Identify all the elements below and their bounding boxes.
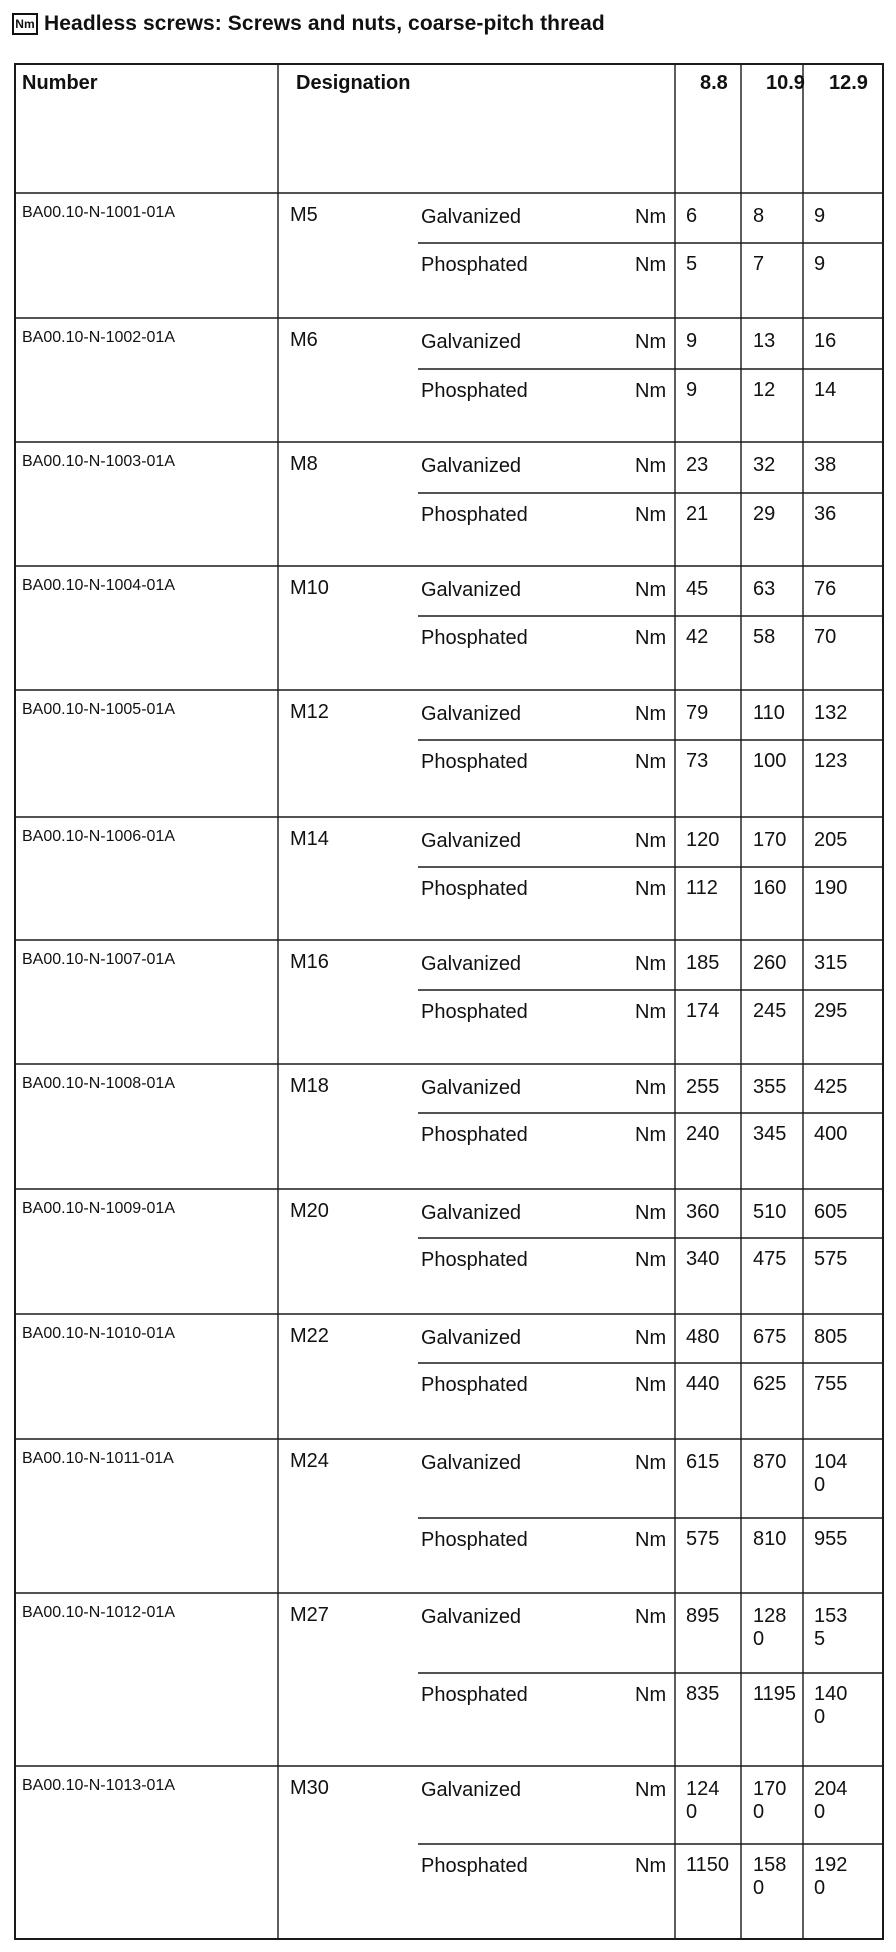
torque-value: 8 [753,205,765,227]
unit-label: Nm [635,1606,667,1628]
thread-size: M27 [290,1604,329,1626]
unit-label: Nm [635,1249,667,1271]
finish-galvanized: Galvanized [421,1606,522,1628]
torque-value: 400 [814,1123,848,1145]
torque-value: 955 [814,1528,848,1550]
unit-label: Nm [635,1452,667,1474]
torque-value: 605 [814,1201,848,1223]
unit-label: Nm [635,1529,667,1551]
column-header-grade-10-9: 10.9 [766,72,805,94]
torque-value: 805 [814,1326,848,1348]
finish-galvanized: Galvanized [421,953,522,975]
torque-value: 240 [686,1123,720,1145]
torque-value: 615 [686,1451,720,1473]
unit-label: Nm [635,254,667,276]
finish-phosphated: Phosphated [421,1001,528,1023]
torque-value: 1400 [814,1683,848,1728]
finish-phosphated: Phosphated [421,1374,528,1396]
part-number: BA00.10-N-1010-01A [22,1325,175,1342]
thread-size: M24 [290,1450,329,1472]
finish-phosphated: Phosphated [421,1124,528,1146]
torque-value: 1040 [814,1451,848,1496]
unit-label: Nm [635,878,667,900]
finish-phosphated: Phosphated [421,380,528,402]
torque-value: 1195 [753,1683,797,1705]
unit-label: Nm [635,504,667,526]
thread-size: M18 [290,1075,329,1097]
nm-torque-icon: Nm [12,13,38,35]
unit-label: Nm [635,380,667,402]
finish-galvanized: Galvanized [421,1779,522,1801]
torque-value: 21 [686,503,709,525]
torque-value: 76 [814,578,837,600]
part-number: BA00.10-N-1004-01A [22,577,175,594]
torque-value: 575 [814,1248,848,1270]
torque-value: 255 [686,1076,720,1098]
unit-label: Nm [635,206,667,228]
torque-value: 2040 [814,1778,848,1823]
finish-galvanized: Galvanized [421,331,522,353]
torque-value: 58 [753,626,776,648]
thread-size: M8 [290,453,318,475]
torque-value: 480 [686,1326,720,1348]
finish-phosphated: Phosphated [421,751,528,773]
torque-value: 9 [814,205,826,227]
torque-value: 9 [686,379,698,401]
torque-value: 345 [753,1123,787,1145]
torque-value: 245 [753,1000,787,1022]
torque-value: 475 [753,1248,787,1270]
unit-label: Nm [635,1327,667,1349]
torque-value: 170 [753,829,787,851]
unit-label: Nm [635,627,667,649]
torque-value: 73 [686,750,709,772]
torque-value: 810 [753,1528,787,1550]
torque-value: 1150 [686,1854,730,1876]
torque-value: 174 [686,1000,720,1022]
torque-value: 70 [814,626,837,648]
part-number: BA00.10-N-1001-01A [22,204,175,221]
torque-value: 510 [753,1201,787,1223]
torque-value: 36 [814,503,837,525]
unit-label: Nm [635,1684,667,1706]
finish-galvanized: Galvanized [421,579,522,601]
torque-value: 120 [686,829,720,851]
torque-value: 63 [753,578,776,600]
torque-value: 29 [753,503,776,525]
part-number: BA00.10-N-1008-01A [22,1075,175,1092]
part-number: BA00.10-N-1013-01A [22,1777,175,1794]
part-number: BA00.10-N-1011-01A [22,1450,174,1467]
torque-value: 14 [814,379,837,401]
torque-value: 6 [686,205,698,227]
unit-label: Nm [635,331,667,353]
torque-value: 160 [753,877,787,899]
unit-label: Nm [635,1374,667,1396]
torque-value: 835 [686,1683,720,1705]
thread-size: M30 [290,1777,329,1799]
torque-value: 32 [753,454,776,476]
torque-value: 9 [686,330,698,352]
thread-size: M22 [290,1325,329,1347]
finish-galvanized: Galvanized [421,703,522,725]
torque-value: 7 [753,253,765,275]
unit-label: Nm [635,1077,667,1099]
finish-galvanized: Galvanized [421,206,522,228]
torque-value: 79 [686,702,709,724]
torque-value: 1535 [814,1605,848,1650]
column-header-grade-8-8: 8.8 [700,72,728,94]
page-title [12,12,605,36]
unit-label: Nm [635,579,667,601]
torque-value: 575 [686,1528,720,1550]
thread-size: M10 [290,577,329,599]
torque-value: 45 [686,578,709,600]
part-number: BA00.10-N-1002-01A [22,329,175,346]
finish-phosphated: Phosphated [421,254,528,276]
torque-value: 205 [814,829,848,851]
unit-label: Nm [635,953,667,975]
part-number: BA00.10-N-1012-01A [22,1604,175,1621]
torque-value: 13 [753,330,776,352]
torque-value: 42 [686,626,709,648]
unit-label: Nm [635,1124,667,1146]
torque-value: 16 [814,330,837,352]
torque-value: 425 [814,1076,848,1098]
torque-value: 360 [686,1201,720,1223]
part-number: BA00.10-N-1009-01A [22,1200,175,1217]
torque-value: 123 [814,750,848,772]
torque-value: 5 [686,253,698,275]
finish-phosphated: Phosphated [421,1529,528,1551]
part-number: BA00.10-N-1005-01A [22,701,175,718]
thread-size: M16 [290,951,329,973]
finish-galvanized: Galvanized [421,1452,522,1474]
thread-size: M5 [290,204,318,226]
unit-label: Nm [635,1202,667,1224]
unit-label: Nm [635,751,667,773]
torque-value: 1920 [814,1854,848,1899]
unit-label: Nm [635,1779,667,1801]
torque-value: 110 [753,702,785,724]
torque-value: 112 [686,877,718,899]
thread-size: M20 [290,1200,329,1222]
torque-value: 23 [686,454,709,476]
torque-value: 260 [753,952,787,974]
thread-size: M14 [290,828,329,850]
column-header-grade-12-9: 12.9 [829,72,868,94]
torque-value: 1580 [753,1854,787,1899]
finish-galvanized: Galvanized [421,1202,522,1224]
finish-galvanized: Galvanized [421,830,522,852]
finish-galvanized: Galvanized [421,1077,522,1099]
finish-phosphated: Phosphated [421,504,528,526]
torque-value: 9 [814,253,826,275]
unit-label: Nm [635,1855,667,1877]
torque-value: 440 [686,1373,720,1395]
torque-value: 870 [753,1451,787,1473]
torque-value: 12 [753,379,776,401]
finish-phosphated: Phosphated [421,627,528,649]
torque-table [14,63,885,1943]
torque-value: 132 [814,702,848,724]
unit-label: Nm [635,455,667,477]
torque-value: 185 [686,952,720,974]
part-number: BA00.10-N-1003-01A [22,453,175,470]
torque-value: 1240 [686,1778,720,1823]
torque-value: 1280 [753,1605,787,1650]
torque-value: 340 [686,1248,720,1270]
part-number: BA00.10-N-1007-01A [22,951,175,968]
column-header-number: Number [22,72,98,94]
thread-size: M6 [290,329,318,351]
torque-value: 100 [753,750,787,772]
finish-galvanized: Galvanized [421,455,522,477]
torque-value: 355 [753,1076,787,1098]
finish-phosphated: Phosphated [421,1684,528,1706]
finish-phosphated: Phosphated [421,1249,528,1271]
torque-value: 1700 [753,1778,787,1823]
finish-phosphated: Phosphated [421,1855,528,1877]
unit-label: Nm [635,830,667,852]
torque-value: 38 [814,454,837,476]
unit-label: Nm [635,703,667,725]
finish-galvanized: Galvanized [421,1327,522,1349]
torque-value: 895 [686,1605,720,1627]
finish-phosphated: Phosphated [421,878,528,900]
torque-value: 295 [814,1000,848,1022]
torque-value: 625 [753,1373,787,1395]
torque-value: 755 [814,1373,848,1395]
thread-size: M12 [290,701,329,723]
torque-value: 675 [753,1326,787,1348]
part-number: BA00.10-N-1006-01A [22,828,175,845]
torque-value: 315 [814,952,848,974]
column-header-designation: Designation [296,72,411,94]
unit-label: Nm [635,1001,667,1023]
torque-value: 190 [814,877,848,899]
page-title-text: Headless screws: Screws and nuts, coarse-pitch thread [44,12,605,35]
